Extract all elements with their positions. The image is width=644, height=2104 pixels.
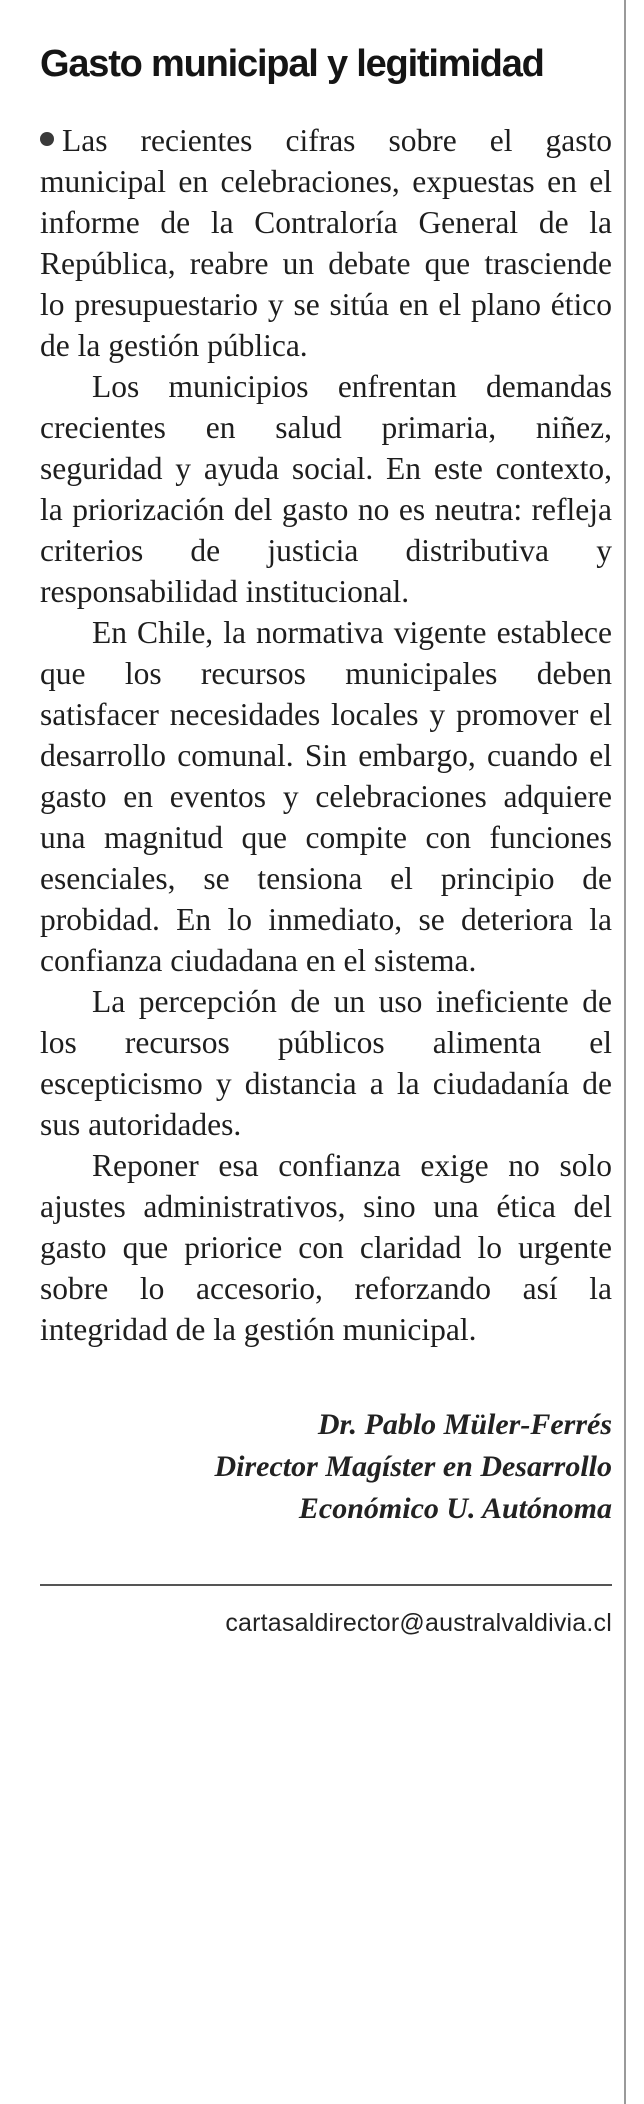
article-paragraph: En Chile, la normativa vigente establece que los recursos municipales deben satisfacer necesidades locales y promover el desarrollo comunal. Sin embargo, cuando el gasto en eventos y celebraciones adquiere una magnitud que compite con funciones esenciales, se tensiona el principio de probidad. En lo inmediato, se deteriora la confianza ciudadana en el sistema. [40,615,612,978]
article-headline: Gasto municipal y legitimidad [40,43,544,85]
author-signature [40,1404,612,1530]
footer-divider [40,1584,612,1586]
article-body [40,120,612,1350]
article-paragraph-text: Las recientes cifras sobre el gasto municipal en celebraciones, expuestas en el informe de la Contraloría General de la República, reabre un debate que trasciende lo presupuestario y se sitúa en el plano ético de la gestión pública. [40,123,612,363]
contact-email: cartasaldirector@australvaldivia.cl [225,1609,612,1637]
article-paragraph: La percepción de un uso ineficiente de los recursos públicos alimenta el escepticismo y distancia a la ciudadanía de sus autoridades. [40,984,612,1142]
column-rule [624,0,644,2104]
article-paragraph: Los municipios enfrentan demandas crecientes en salud primaria, niñez, seguridad y ayuda social. En este contexto, la priorización del gasto no es neutra: refleja criterios de justicia distributiva y responsabilidad institucional. [40,369,612,609]
article-paragraph: Reponer esa confianza exige no solo ajustes administrativos, sino una ética del gasto que priorice con claridad lo urgente sobre lo accesorio, reforzando así la integridad de la gestión municipal. [40,1148,612,1347]
bullet-icon [40,132,54,146]
letter-article [40,40,612,1640]
author-name: Dr. Pablo Müler-Ferrés [317,1408,612,1441]
article-paragraph [40,120,612,366]
author-affiliation: Económico U. Autónoma [298,1492,612,1525]
author-title: Director Magíster en Desarrollo [214,1450,612,1483]
